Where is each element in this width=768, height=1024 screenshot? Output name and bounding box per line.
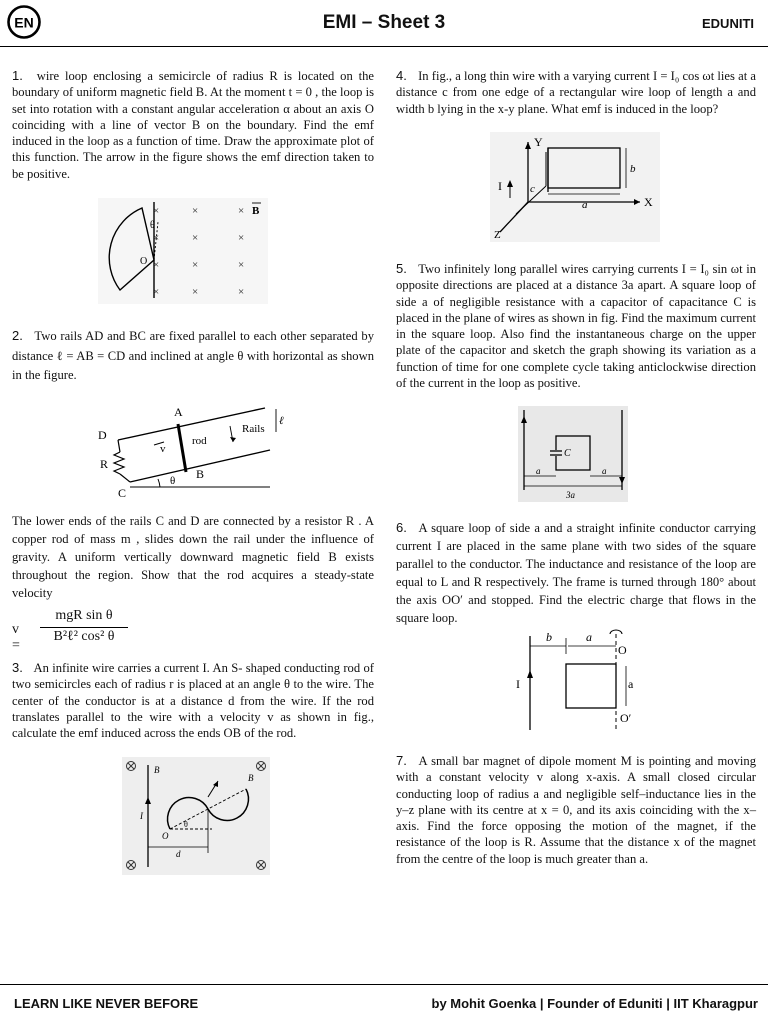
label-a-side: a (628, 677, 634, 691)
footer-tagline: LEARN LIKE NEVER BEFORE (14, 996, 199, 1011)
question-number: 4. (396, 68, 407, 83)
label-theta: θ (150, 220, 155, 231)
label-v: v (160, 443, 166, 455)
svg-text:×: × (153, 205, 160, 217)
question-text: wire loop enclosing a semicircle of radius R is located on the boundary of uniform magnetic field B. At the moment t = 0 , the loop is set into rotation with a constant angular acceleration α about an axis O coinciding with a line of vector B on the boundary. Find the emf induced in the loop as a function of time. Draw the approximate plot of this function. The arrow in the figure shows the emf direction taken to be positive. (12, 69, 374, 181)
label-a-top: a (586, 630, 592, 644)
question-2-continued (12, 512, 374, 602)
question-number: 1. (12, 68, 23, 83)
svg-text:×: × (153, 232, 160, 244)
question-1 (12, 68, 374, 182)
label-x: X (644, 195, 653, 209)
svg-text:×: × (192, 232, 199, 244)
question-text: The lower ends of the rails C and D are connected by a resistor R . A copper rod of mass m , slides down the rail under the influence of gravity. A uniform vertically downward magnetic field B exists throughout the region. Show that the rod acquires a steady-state velocity (12, 514, 374, 600)
figure-q2-inclined-rails (90, 402, 290, 502)
footer-divider (0, 984, 768, 985)
question-number: 7. (396, 753, 407, 768)
figure-q3-s-shaped-rod (122, 757, 270, 875)
label-a-left: a (536, 466, 541, 476)
question-7 (396, 753, 756, 867)
svg-text:EN: EN (14, 14, 34, 31)
question-number: 5. (396, 261, 407, 276)
page-title: EMI – Sheet 3 (322, 12, 446, 33)
question-text: Two rails AD and BC are fixed parallel to each other separated by distance ℓ = AB = CD and inclined at angle θ with horizontal as shown in the figure. (12, 329, 375, 382)
label-o: O (140, 256, 148, 267)
brand-name: EDUNITI (702, 16, 754, 31)
label-c: C (118, 486, 127, 500)
question-text: A square loop of side a and a straight infinite conductor carrying current I are placed in the same plane with two sides of the square parallel to the conductor. The inductance and resistance of the loop are equal to L and R respectively. The frame is turned through 180° about the axis OO′ and stopped. Find the electric charge that flows in the square loop. (396, 521, 756, 625)
svg-text:×: × (238, 232, 245, 244)
label-rails: Rails (242, 423, 265, 435)
label-i: I (516, 677, 520, 691)
label-d: D (98, 428, 107, 442)
question-text: An infinite wire carries a current I. An S- shaped conducting rod of two semicircles each of radius r is placed at an angle θ to the wire. The center of the conductor is at a distance d from the wire. If the rod translates parallel to the wire with a velocity v as shown in fig., calculate the emf induced across the ends OB of the rod. (12, 661, 374, 741)
label-o: O (162, 831, 169, 841)
svg-text:×: × (153, 286, 160, 298)
label-o-prime: O′ (620, 711, 632, 725)
question-number: 3. (12, 660, 23, 675)
label-3a: 3a (566, 490, 575, 500)
question-4 (396, 68, 756, 117)
label-rod: rod (192, 435, 207, 447)
label-c: C (564, 448, 571, 459)
label-i: I (498, 179, 502, 193)
label-b: b (546, 630, 552, 644)
footer-credit: by Mohit Goenka | Founder of Eduniti | IIT Kharagpur (431, 996, 758, 1011)
label-a: A (174, 405, 183, 419)
question-6 (396, 519, 756, 627)
label-o: O (618, 643, 627, 657)
question-3 (12, 660, 374, 741)
question-number: 6. (396, 520, 407, 535)
figure-q5-capacitor-loop (518, 406, 628, 502)
svg-text:×: × (238, 259, 245, 271)
label-l: ℓ (279, 415, 284, 427)
svg-text:×: × (192, 205, 199, 217)
figure-q6-square-loop (510, 624, 640, 734)
figure-q1-semicircle-loop (98, 198, 268, 304)
label-r: R (100, 457, 109, 471)
label-d: d (176, 849, 181, 859)
svg-text:×: × (192, 286, 199, 298)
question-text: In fig., a long thin wire with a varying current I = I₀ cos ωt lies at a distance c from one edge of a rectangular wire loop of length a and width b lying in the x-y plane. What emf is induced in the loop? (396, 69, 757, 116)
svg-text:×: × (238, 205, 245, 217)
question-5 (396, 261, 756, 391)
svg-text:×: × (153, 259, 160, 271)
label-theta: θ (184, 820, 188, 829)
question-text: A small bar magnet of dipole moment M is pointing and moving with a constant velocity v along x-axis. A small closed circular conducting loop of radius a and negligible self–inductance lies in the y–z plane with its centre at x = 0, and its axis coinciding with the x–axis. Find the force opposing the motion of the magnet, if the resistance of the loop is R. Assume that the distance x of the magnet from the centre of the loop is much greater than a. (396, 754, 756, 866)
label-b: B (196, 467, 205, 481)
label-b-end: B (248, 773, 254, 783)
svg-text:×: × (238, 286, 245, 298)
label-y: Y (534, 135, 543, 149)
label-b-top: B (154, 765, 160, 775)
header-divider (0, 46, 768, 47)
label-a-right: a (602, 466, 607, 476)
label-c: c (530, 183, 535, 195)
svg-text:×: × (192, 259, 199, 271)
label-b: b (630, 163, 636, 175)
question-2 (12, 326, 374, 386)
label-i: I (140, 811, 143, 821)
label-theta: θ (170, 475, 176, 487)
figure-q4-rectangular-loop (490, 132, 660, 242)
label-b: B (252, 205, 260, 217)
question-text: Two infinitely long parallel wires carrying currents I = I₀ sin ωt in opposite directions are placed at a distance 3a apart. A square loop of side a of negligible resistance with a capacitor of capacitance C is placed in the plane of wires as shown in fig. Find the maximum current in the square loop. Also find the instantaneous charge on the upper plate of the capacitor and sketch the graph showing its variation as a function of time for one complete cycle taking anticlockwise direction of the current in the loop as positive. (396, 262, 757, 391)
question-number: 2. (12, 328, 23, 343)
page-header (0, 0, 768, 46)
label-a: a (582, 199, 588, 211)
label-z: Z (494, 229, 501, 241)
